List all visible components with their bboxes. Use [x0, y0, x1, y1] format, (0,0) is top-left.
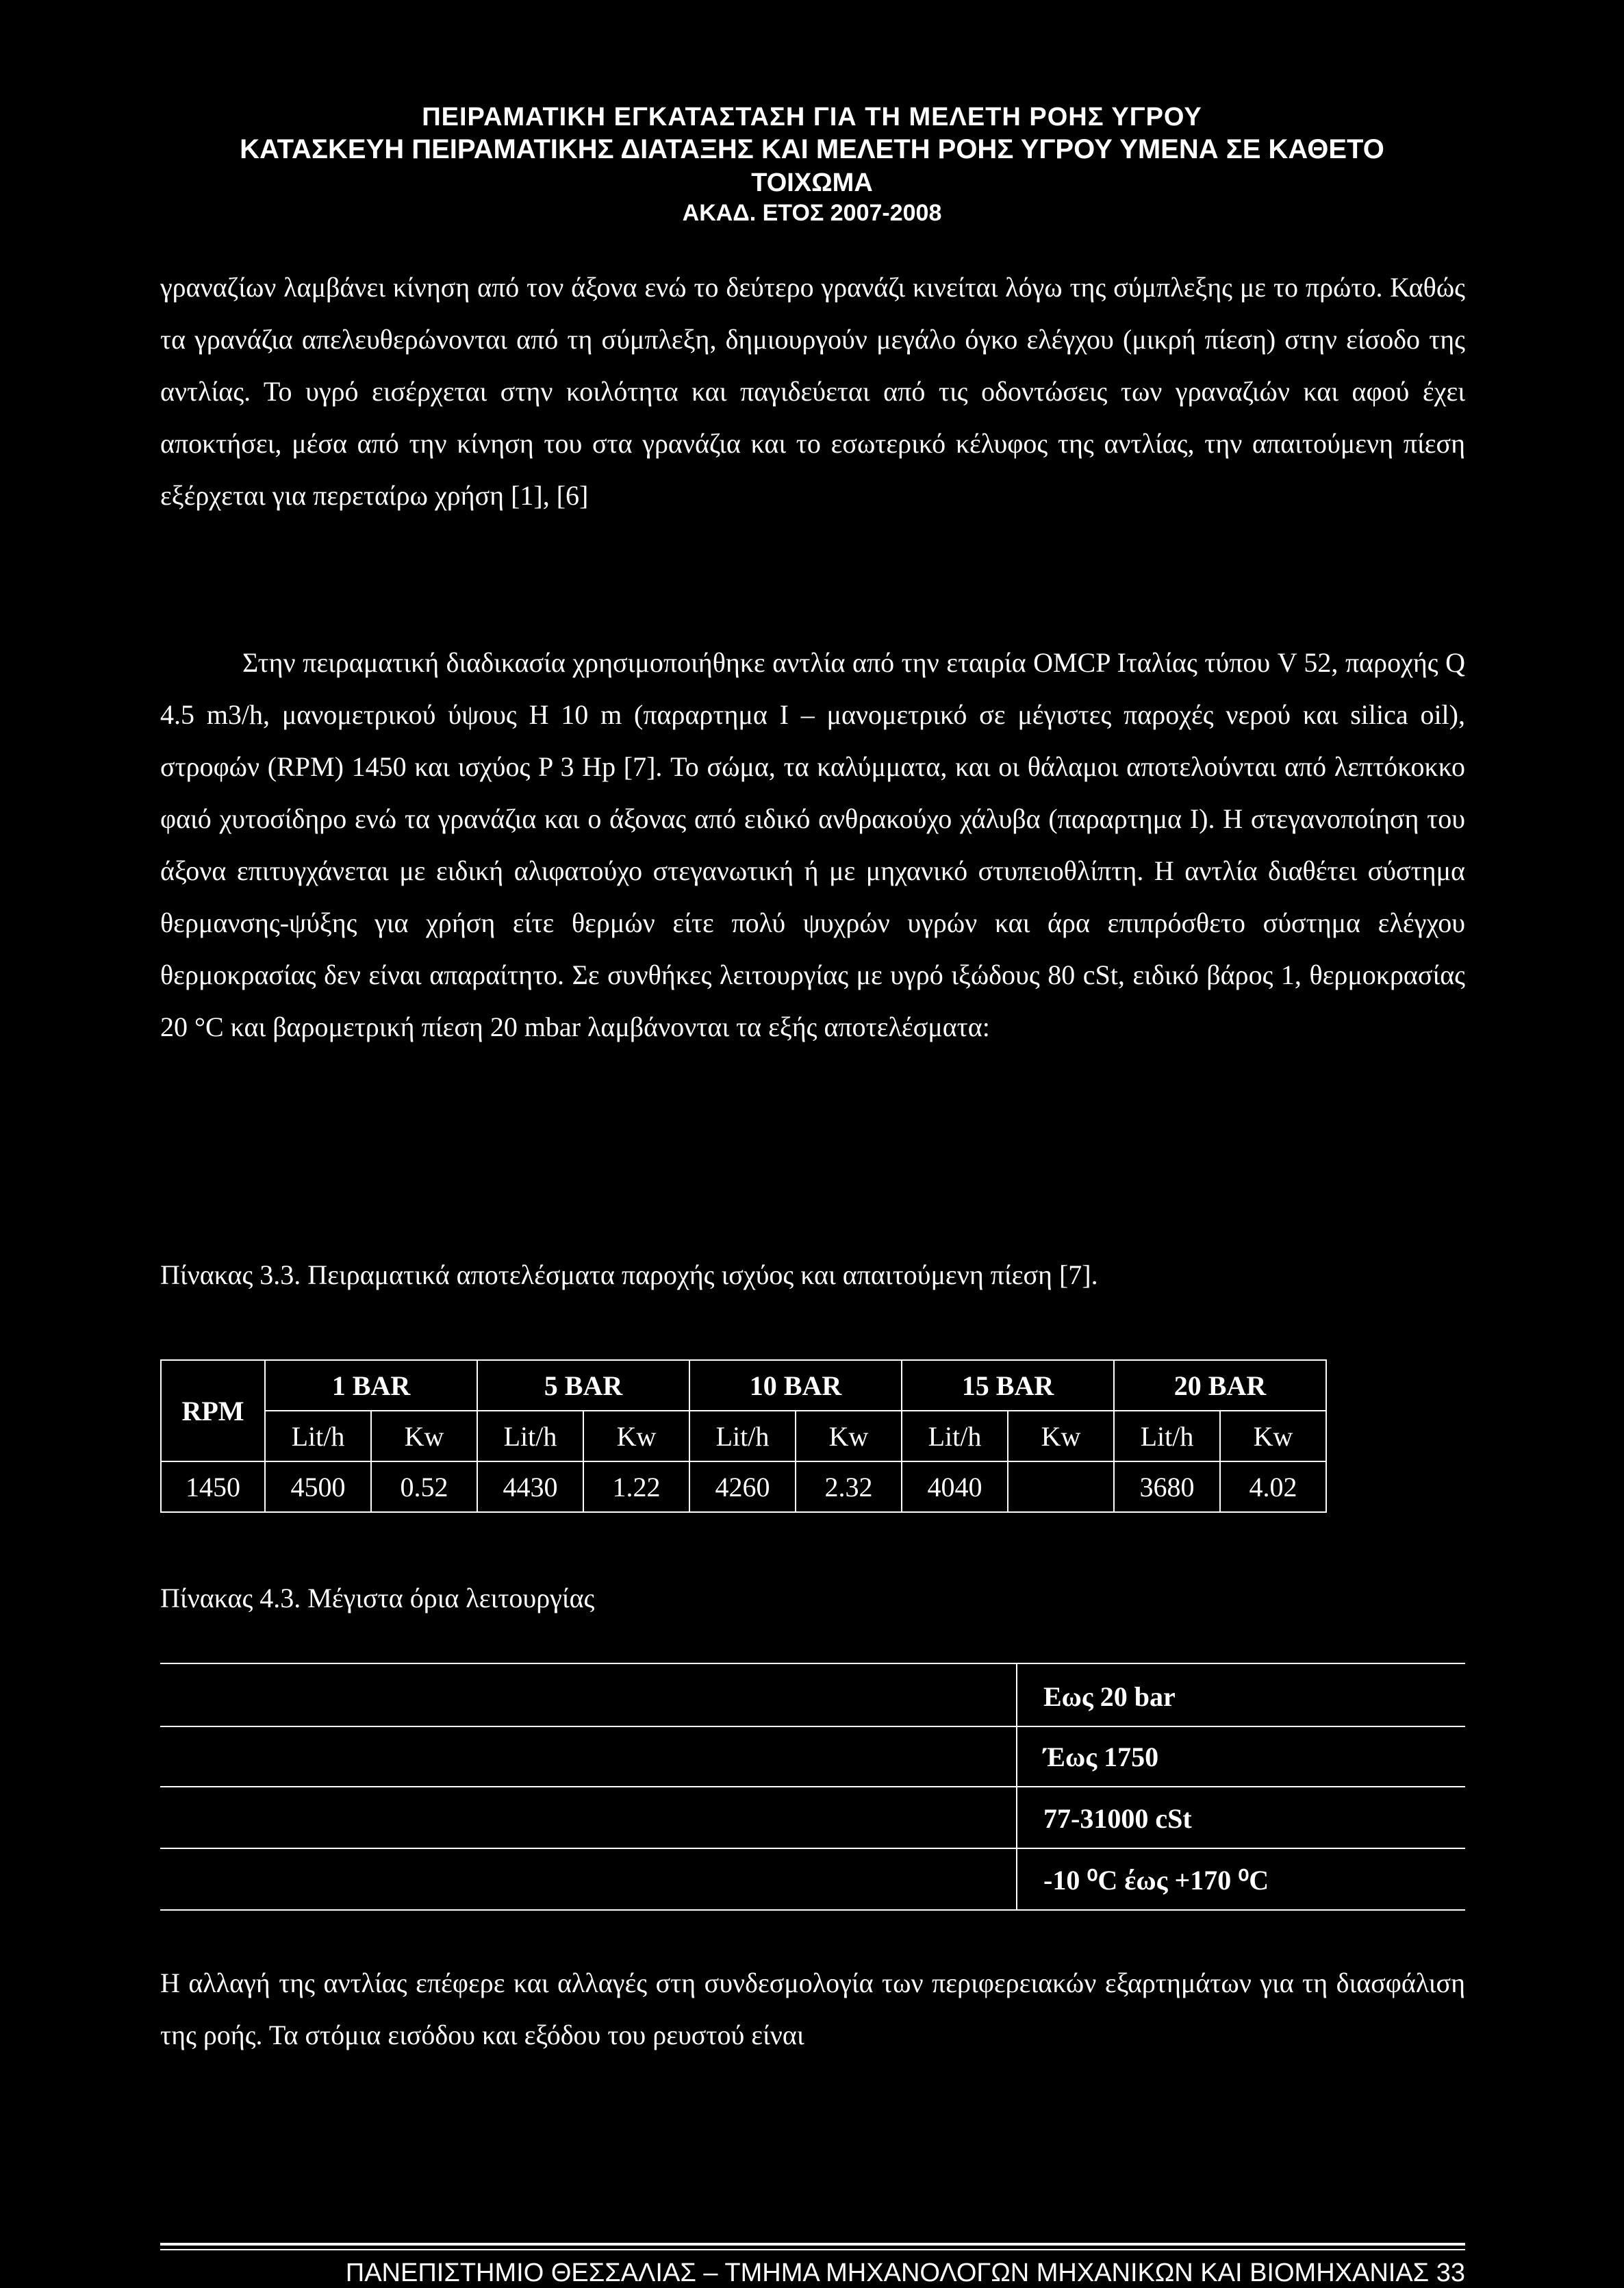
table-cell: 4500 — [265, 1461, 371, 1512]
unit-lith: Lit/h — [689, 1411, 796, 1461]
page-footer: ΠΑΝΕΠΙΣΤΗΜΙΟ ΘΕΣΣΑΛΙΑΣ – ΤΜΗΜΑ ΜΗΧΑΝΟΛΟΓΩΝ ΜΗΧΑΝΙΚΩΝ ΚΑΙ ΒΙΟΜΗΧΑΝΙΑΣ 33 — [345, 2259, 1465, 2287]
table-cell: 3680 — [1114, 1461, 1220, 1512]
limit-viscosity: 77-31000 cSt — [1043, 1803, 1192, 1834]
footer-rule-thick — [160, 2243, 1465, 2246]
limit-pressure: Εως 20 bar — [1043, 1681, 1176, 1712]
unit-kw: Kw — [1008, 1411, 1114, 1461]
unit-lith: Lit/h — [265, 1411, 371, 1461]
limits-divider — [1016, 1663, 1017, 1909]
table-1-caption: Πίνακας 3.3. Πειραματικά αποτελέσματα παροχής ισχύος και απαιτούμενη πίεση [7]. — [160, 1259, 1098, 1290]
limits-table — [160, 1663, 1465, 1930]
pressure-header: 15 BAR — [902, 1360, 1114, 1411]
table-cell: 4.02 — [1220, 1461, 1326, 1512]
limits-row — [160, 1786, 1465, 1849]
header-line-4: ΑΚΑΔ. ΕΤΟΣ 2007-2008 — [682, 200, 942, 226]
unit-lith: Lit/h — [902, 1411, 1008, 1461]
table-2-caption: Πίνακας 4.3. Μέγιστα όρια λειτουργίας — [160, 1583, 595, 1613]
table-cell: 4040 — [902, 1461, 1008, 1512]
paragraph-1-text: γραναζίων λαμβάνει κίνηση από τον άξονα ενώ το δεύτερο γρανάζι κινείται λόγω της σύμπλεξης με το πρώτο. Καθώς τα γρανάζια απελευθερώνονται από τη σύμπλεξη, δημιουργούν μεγάλο όγκο ελέγχου (μικρή πίεση) στην είσοδο της αντλίας. Το υγρό εισέρχεται στην κοιλότητα και παγιδεύεται από τις οδοντώσεις των γραναζιών και αφού έχει αποκτήσει, μέσα από την κίνηση του στα γρανάζια και το εσωτερικό κέλυφος της αντλίας, την απαιτούμενη πίεση εξέρχεται για περεταίρω χρήση [1], [6] — [160, 272, 1465, 511]
rpm-header: RPM — [161, 1360, 265, 1461]
unit-kw: Kw — [1220, 1411, 1326, 1461]
unit-kw: Kw — [583, 1411, 689, 1461]
unit-kw: Kw — [796, 1411, 902, 1461]
limits-row — [160, 1663, 1465, 1727]
pressure-header: 20 BAR — [1114, 1360, 1326, 1411]
table-cell: 4430 — [477, 1461, 583, 1512]
paragraph-1 — [160, 262, 1465, 522]
header-line-3: ΤΟΙΧΩΜΑ — [751, 168, 873, 197]
paragraph-3-text: Η αλλαγή της αντλίας επέφερε και αλλαγές στη συνδεσμολογία των περιφερειακών εξαρτημάτων για τη διασφάλιση της ροής. Τα στόμια εισόδου και εξόδου του ρευστού είναι — [160, 1968, 1465, 2050]
header-line-1: ΠΕΙΡΑΜΑΤΙΚΗ ΕΓΚΑΤΑΣΤΑΣΗ ΓΙΑ ΤΗ ΜΕΛΕΤΗ ΡΟΗΣ ΥΓΡΟΥ — [422, 103, 1202, 131]
limit-rpm: Έως 1750 — [1043, 1742, 1159, 1772]
unit-lith: Lit/h — [1114, 1411, 1220, 1461]
pressure-header: 10 BAR — [689, 1360, 902, 1411]
table-row — [161, 1461, 1326, 1512]
paragraph-3 — [160, 1957, 1465, 2061]
table-cell — [1008, 1461, 1114, 1512]
pressure-header: 5 BAR — [477, 1360, 689, 1411]
table-cell: 2.32 — [796, 1461, 902, 1512]
unit-lith: Lit/h — [477, 1411, 583, 1461]
pressure-header: 1 BAR — [265, 1360, 477, 1411]
limits-row — [160, 1848, 1465, 1911]
results-table — [160, 1359, 1327, 1513]
footer-rule-thin — [160, 2249, 1465, 2250]
table-cell: 1.22 — [583, 1461, 689, 1512]
limits-row — [160, 1724, 1465, 1787]
paragraph-2-text: Στην πειραματική διαδικασία χρησιμοποιήθηκε αντλία από την εταιρία OMCP Ιταλίας τύπου V 52, παροχής Q 4.5 m3/h, μανομετρικού ύψους H 10 m (παραρτημα I – μανομετρικό σε μέγιστες παροχές νερού και silica oil), στροφών (RPM) 1450 και ισχύος P 3 Hp [7]. Το σώμα, τα καλύμματα, και οι θάλαμοι αποτελούνται από λεπτόκοκκο φαιό χυτοσίδηρο ενώ τα γρανάζια και ο άξονας από ειδικό ανθρακούχο χάλυβα (παραρτημα I). Η στεγανοποίηση του άξονα επιτυγχάνεται με ειδική αλιφατούχο στεγανωτική ή με μηχανικό στυπειοθλίπτη. Η αντλία διαθέτει σύστημα θερμανσης-ψύξης για χρήση είτε θερμών είτε πολύ ψυχρών υγρών και άρα επιπρόσθετο σύστημα ελέγχου θερμοκρασίας δεν είναι απαραίτητο. Σε συνθήκες λειτουργίας με υγρό ιξώδους 80 cSt, ειδικό βάρος 1, θερμοκρασίας 20 °C και βαρομετρική πίεση 20 mbar λαμβάνονται τα εξής αποτελέσματα: — [160, 647, 1465, 1042]
header-line-2: ΚΑΤΑΣΚΕΥΗ ΠΕΙΡΑΜΑΤΙΚΗΣ ΔΙΑΤΑΞΗΣ ΚΑΙ ΜΕΛΕΤΗ ΡΟΗΣ ΥΓΡΟΥ ΥΜΕΝΑ ΣΕ ΚΑΘΕΤΟ — [240, 134, 1384, 164]
paragraph-2 — [160, 637, 1465, 1053]
limit-temperature: -10 ⁰C έως +170 ⁰C — [1043, 1865, 1269, 1896]
unit-kw: Kw — [371, 1411, 477, 1461]
table-cell: 1450 — [161, 1461, 265, 1512]
table-cell: 4260 — [689, 1461, 796, 1512]
table-cell: 0.52 — [371, 1461, 477, 1512]
